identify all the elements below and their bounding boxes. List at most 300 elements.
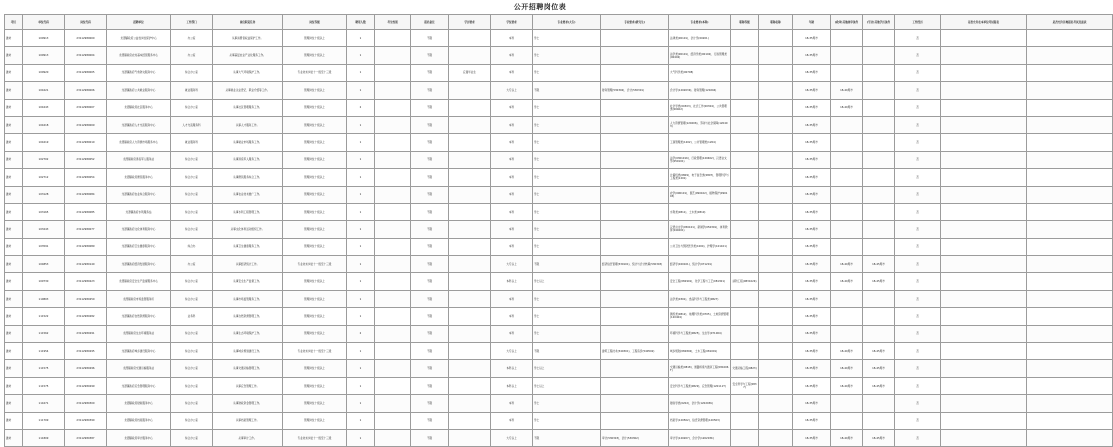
table-row[interactable]: [5, 343, 1113, 360]
table-cell[interactable]: [375, 256, 411, 273]
table-cell[interactable]: 潍坊: [5, 221, 23, 238]
table-cell[interactable]: 1: [347, 360, 375, 377]
table-cell[interactable]: 综合办公室: [171, 273, 213, 290]
table-cell[interactable]: 否: [895, 290, 941, 307]
table-cell[interactable]: 从事财政资金管理工作。: [213, 395, 283, 412]
table-cell[interactable]: [601, 47, 669, 64]
table-row[interactable]: [5, 377, 1113, 394]
table-cell[interactable]: [601, 30, 669, 47]
table-cell[interactable]: 测绘类(0812)、地理科学类(0705)、土地资源管理(120404): [669, 308, 731, 325]
table-cell[interactable]: 本科: [491, 99, 533, 116]
table-cell[interactable]: [375, 395, 411, 412]
table-cell[interactable]: 不限: [411, 82, 449, 99]
table-cell[interactable]: 不限: [533, 256, 601, 273]
table-cell[interactable]: [731, 325, 759, 342]
table-cell[interactable]: 18-35周岁: [793, 64, 831, 81]
table-cell[interactable]: 综合办公室: [171, 325, 213, 342]
table-cell[interactable]: 1: [347, 256, 375, 273]
table-cell[interactable]: 18-45周岁: [863, 429, 895, 446]
table-cell[interactable]: [863, 325, 895, 342]
table-cell[interactable]: 23112980291: [65, 325, 107, 342]
table-cell[interactable]: [831, 290, 863, 307]
table-cell[interactable]: 安全工程(082901)、化学工程与工艺(081301): [669, 273, 731, 290]
table-cell[interactable]: 管理岗位十级以上: [283, 221, 347, 238]
table-row[interactable]: [5, 256, 1113, 273]
table-cell[interactable]: 否: [895, 203, 941, 220]
table-cell[interactable]: [375, 203, 411, 220]
table-cell[interactable]: 龙潭镇政府生态环境服务站: [107, 325, 171, 342]
table-cell[interactable]: 专业技术岗位十一级至十三级: [283, 256, 347, 273]
table-cell[interactable]: [449, 82, 491, 99]
table-cell[interactable]: [601, 116, 669, 133]
table-cell[interactable]: 安全科学与工程类(0829)、应急管理(120111T): [669, 377, 731, 394]
table-cell[interactable]: 学士: [533, 325, 601, 342]
table-cell[interactable]: 103591: [23, 238, 65, 255]
table-cell[interactable]: [375, 221, 411, 238]
table-cell[interactable]: [941, 47, 1027, 64]
table-cell[interactable]: 18-35周岁: [793, 221, 831, 238]
table-cell[interactable]: [863, 395, 895, 412]
table-cell[interactable]: [601, 151, 669, 168]
table-cell[interactable]: 否: [895, 273, 941, 290]
table-cell[interactable]: [731, 30, 759, 47]
table-cell[interactable]: 学士: [533, 134, 601, 151]
table-cell[interactable]: 18-40周岁: [831, 377, 863, 394]
table-cell[interactable]: 不限: [411, 377, 449, 394]
table-cell[interactable]: 潍坊: [5, 30, 23, 47]
table-cell[interactable]: 从事文化体育活动组织工作。: [213, 221, 283, 238]
table-cell[interactable]: 办公室: [171, 47, 213, 64]
table-cell[interactable]: 否: [895, 64, 941, 81]
table-cell[interactable]: 18-35周岁: [793, 30, 831, 47]
table-cell[interactable]: [731, 290, 759, 307]
table-cell[interactable]: 审计学(120207)、会计学(120203K): [669, 429, 731, 446]
table-cell[interactable]: 综合办公室: [171, 99, 213, 116]
table-cell[interactable]: 学士: [533, 30, 601, 47]
table-cell[interactable]: 111671: [23, 395, 65, 412]
table-cell[interactable]: 本科以上: [491, 377, 533, 394]
table-cell[interactable]: 否: [895, 325, 941, 342]
table-cell[interactable]: 潍坊: [5, 82, 23, 99]
table-cell[interactable]: 不限: [411, 30, 449, 47]
table-cell[interactable]: [731, 221, 759, 238]
table-cell[interactable]: 不限: [411, 64, 449, 81]
table-cell[interactable]: 综合办公室: [171, 360, 213, 377]
table-cell[interactable]: 不限: [411, 221, 449, 238]
table-cell[interactable]: [941, 221, 1027, 238]
table-cell[interactable]: 学士: [533, 151, 601, 168]
table-cell[interactable]: 学士: [533, 99, 601, 116]
table-cell[interactable]: 就业服务科: [171, 82, 213, 99]
table-cell[interactable]: 本科: [491, 186, 533, 203]
table-cell[interactable]: [759, 116, 793, 133]
table-cell[interactable]: 管理岗位十级以上: [283, 308, 347, 325]
table-cell[interactable]: 23112980009: [65, 116, 107, 133]
table-cell[interactable]: 龙潭镇政府自然资源服务中心: [107, 308, 171, 325]
table-cell[interactable]: [831, 325, 863, 342]
table-cell[interactable]: [731, 47, 759, 64]
table-cell[interactable]: 1: [347, 273, 375, 290]
table-cell[interactable]: [601, 412, 669, 429]
table-cell[interactable]: 大专以上: [491, 256, 533, 273]
table-cell[interactable]: 1: [347, 395, 375, 412]
table-cell[interactable]: 交通运输工程(0823): [731, 360, 759, 377]
table-cell[interactable]: 审计(530303)、会计(530302): [601, 429, 669, 446]
table-cell[interactable]: 从事就业市场服务工作。: [213, 134, 283, 151]
table-row[interactable]: [5, 290, 1113, 307]
table-cell[interactable]: 龙潭镇政府公益性岗位保护中心: [107, 30, 171, 47]
table-cell[interactable]: 本科: [491, 30, 533, 47]
column-header[interactable]: 专业要求(大专): [533, 15, 601, 30]
table-cell[interactable]: 潍坊: [5, 429, 23, 446]
table-cell[interactable]: 管理岗位十级以上: [283, 290, 347, 307]
table-cell[interactable]: [601, 360, 669, 377]
table-cell[interactable]: 23112980295: [65, 343, 107, 360]
table-cell[interactable]: 1: [347, 343, 375, 360]
table-cell[interactable]: 消防工程(083102K): [731, 273, 759, 290]
table-row[interactable]: [5, 221, 1113, 238]
table-cell[interactable]: 学士以上: [533, 273, 601, 290]
table-cell[interactable]: 111562: [23, 325, 65, 342]
table-cell[interactable]: 本科: [491, 169, 533, 186]
table-cell[interactable]: [863, 203, 895, 220]
table-cell[interactable]: 18-35周岁: [793, 134, 831, 151]
table-cell[interactable]: 龙潭镇政府气象防灾服务中心: [107, 64, 171, 81]
table-cell[interactable]: [375, 116, 411, 133]
table-cell[interactable]: 否: [895, 412, 941, 429]
table-cell[interactable]: 1: [347, 30, 375, 47]
column-header[interactable]: 岗位等级: [283, 15, 347, 30]
table-cell[interactable]: 潍坊: [5, 360, 23, 377]
table-cell[interactable]: 103165: [23, 203, 65, 220]
column-header[interactable]: 学历要求: [449, 15, 491, 30]
table-cell[interactable]: 法律类(00101)、会计学(00201): [669, 30, 731, 47]
table-cell[interactable]: 从事消费者权益保护工作。: [213, 30, 283, 47]
table-cell[interactable]: [449, 377, 491, 394]
table-cell[interactable]: 1: [347, 151, 375, 168]
table-cell[interactable]: [941, 429, 1027, 446]
table-cell[interactable]: [731, 308, 759, 325]
table-cell[interactable]: [941, 290, 1027, 307]
table-cell[interactable]: 龙潭镇政府水利服务站: [107, 203, 171, 220]
table-cell[interactable]: [449, 30, 491, 47]
table-cell[interactable]: [863, 134, 895, 151]
table-cell[interactable]: 综合办公室: [171, 64, 213, 81]
table-cell[interactable]: 管理岗位十级以上: [283, 360, 347, 377]
table-cell[interactable]: 龙潭镇政府农村基本经营服务中心: [107, 47, 171, 64]
table-cell[interactable]: 建筑工程技术(540301)、工程造价(540502): [601, 343, 669, 360]
table-cell[interactable]: 111575: [23, 360, 65, 377]
table-cell[interactable]: [375, 30, 411, 47]
table-cell[interactable]: [759, 360, 793, 377]
table-row[interactable]: [5, 64, 1113, 81]
table-cell[interactable]: 101618: [23, 116, 65, 133]
column-header[interactable]: 岗位职责任务: [213, 15, 283, 30]
table-cell[interactable]: 不限: [411, 203, 449, 220]
table-row[interactable]: [5, 47, 1113, 64]
table-cell[interactable]: [449, 290, 491, 307]
table-cell[interactable]: [831, 169, 863, 186]
table-cell[interactable]: 龙潭镇政府农业综合服务中心: [107, 186, 171, 203]
table-cell[interactable]: [375, 169, 411, 186]
table-cell[interactable]: 综合办: [171, 238, 213, 255]
table-cell[interactable]: [449, 343, 491, 360]
table-cell[interactable]: [731, 82, 759, 99]
table-cell[interactable]: 2: [347, 99, 375, 116]
table-cell[interactable]: [601, 308, 669, 325]
table-cell[interactable]: [601, 134, 669, 151]
table-cell[interactable]: 龙潭镇政府人力资源市场服务中心: [107, 134, 171, 151]
column-header[interactable]: 考生性别: [375, 15, 411, 30]
table-cell[interactable]: [731, 203, 759, 220]
table-cell[interactable]: [1027, 47, 1113, 64]
table-cell[interactable]: 综合办公室: [171, 151, 213, 168]
table-cell[interactable]: 综合办公室: [171, 377, 213, 394]
table-cell[interactable]: [831, 221, 863, 238]
table-cell[interactable]: 1: [347, 308, 375, 325]
table-row[interactable]: [5, 99, 1113, 116]
table-cell[interactable]: [863, 290, 895, 307]
table-cell[interactable]: [759, 325, 793, 342]
table-row[interactable]: [5, 429, 1113, 446]
table-cell[interactable]: 23112980084: [65, 186, 107, 203]
table-cell[interactable]: 从事经济统计工作。: [213, 256, 283, 273]
table-cell[interactable]: [831, 30, 863, 47]
table-cell[interactable]: 管理岗位十级以上: [283, 151, 347, 168]
table-cell[interactable]: [759, 30, 793, 47]
table-cell[interactable]: 否: [895, 134, 941, 151]
table-cell[interactable]: 交通运输类(0818)、道路桥梁与渡河工程(081006T): [669, 360, 731, 377]
table-cell[interactable]: [831, 134, 863, 151]
table-cell[interactable]: [375, 325, 411, 342]
table-cell[interactable]: 18-35周岁: [793, 82, 831, 99]
table-cell[interactable]: 龙潭镇政府便民服务中心: [107, 169, 171, 186]
table-cell[interactable]: 不限: [411, 343, 449, 360]
table-cell[interactable]: 管理岗位十级以上: [283, 203, 347, 220]
table-cell[interactable]: [1027, 308, 1113, 325]
table-cell[interactable]: [941, 273, 1027, 290]
table-cell[interactable]: [941, 151, 1027, 168]
table-cell[interactable]: [601, 169, 669, 186]
table-cell[interactable]: 23112980010: [65, 134, 107, 151]
table-cell[interactable]: 102712: [23, 169, 65, 186]
table-cell[interactable]: [759, 169, 793, 186]
table-cell[interactable]: 潍坊: [5, 116, 23, 133]
table-cell[interactable]: 潍坊: [5, 99, 23, 116]
table-cell[interactable]: 23112980052: [65, 151, 107, 168]
table-cell[interactable]: 龙潭镇政府人才交流服务中心: [107, 116, 171, 133]
table-cell[interactable]: 大气科学类(00708): [669, 64, 731, 81]
table-cell[interactable]: 否: [895, 169, 941, 186]
table-cell[interactable]: [941, 308, 1027, 325]
table-cell[interactable]: [731, 238, 759, 255]
table-cell[interactable]: 1: [347, 412, 375, 429]
table-cell[interactable]: 23112980223: [65, 273, 107, 290]
table-cell[interactable]: [375, 343, 411, 360]
table-cell[interactable]: [731, 151, 759, 168]
table-cell[interactable]: 23112980089: [65, 238, 107, 255]
table-cell[interactable]: 综合办公室: [171, 203, 213, 220]
column-header[interactable]: (政审)其他政审条件: [831, 15, 863, 30]
table-row[interactable]: [5, 134, 1113, 151]
table-cell[interactable]: 潍坊: [5, 395, 23, 412]
table-cell[interactable]: 23112980387: [65, 429, 107, 446]
table-cell[interactable]: [375, 273, 411, 290]
table-cell[interactable]: [375, 47, 411, 64]
table-cell[interactable]: 18-35周岁: [793, 377, 831, 394]
table-cell[interactable]: [941, 186, 1027, 203]
table-cell[interactable]: 100913: [23, 30, 65, 47]
table-cell[interactable]: 不限: [411, 360, 449, 377]
table-cell[interactable]: 1: [347, 169, 375, 186]
table-cell[interactable]: [601, 325, 669, 342]
table-cell[interactable]: 否: [895, 377, 941, 394]
table-cell[interactable]: 潍坊: [5, 325, 23, 342]
table-cell[interactable]: 否: [895, 429, 941, 446]
table-cell[interactable]: [375, 64, 411, 81]
table-cell[interactable]: 龙潭镇政府财政服务中心: [107, 395, 171, 412]
table-cell[interactable]: [863, 412, 895, 429]
table-cell[interactable]: 23112980140: [65, 256, 107, 273]
table-cell[interactable]: [941, 99, 1027, 116]
table-cell[interactable]: 不限: [411, 325, 449, 342]
table-cell[interactable]: 111954: [23, 343, 65, 360]
table-cell[interactable]: [601, 290, 669, 307]
table-cell[interactable]: 否: [895, 99, 941, 116]
table-cell[interactable]: 学士: [533, 64, 601, 81]
table-cell[interactable]: 从事大气环境保护工作。: [213, 64, 283, 81]
table-cell[interactable]: 从事交通运输管理工作。: [213, 360, 283, 377]
table-cell[interactable]: 潍坊: [5, 308, 23, 325]
table-cell[interactable]: 不限: [411, 308, 449, 325]
table-cell[interactable]: 23112980077: [65, 221, 107, 238]
table-cell[interactable]: 否: [895, 308, 941, 325]
table-cell[interactable]: 学士: [533, 186, 601, 203]
table-cell[interactable]: 1: [347, 116, 375, 133]
table-cell[interactable]: [1027, 377, 1113, 394]
table-cell[interactable]: [831, 47, 863, 64]
table-cell[interactable]: [759, 151, 793, 168]
table-cell[interactable]: 大专以上: [491, 429, 533, 446]
table-cell[interactable]: [1027, 343, 1113, 360]
table-cell[interactable]: [831, 64, 863, 81]
table-cell[interactable]: 龙潭镇政府档案服务中心: [107, 412, 171, 429]
table-cell[interactable]: 1: [347, 82, 375, 99]
table-cell[interactable]: 23112980300: [65, 395, 107, 412]
table-cell[interactable]: 否: [895, 151, 941, 168]
table-cell[interactable]: 18-40周岁: [831, 82, 863, 99]
table-cell[interactable]: 18-35周岁: [793, 186, 831, 203]
table-cell[interactable]: [449, 273, 491, 290]
table-cell[interactable]: [731, 169, 759, 186]
column-header[interactable]: 学位要求: [491, 15, 533, 30]
table-cell[interactable]: 104853: [23, 256, 65, 273]
table-cell[interactable]: [863, 169, 895, 186]
table-cell[interactable]: 18-35周岁: [793, 238, 831, 255]
table-cell[interactable]: [941, 325, 1027, 342]
table-cell[interactable]: 潍坊: [5, 64, 23, 81]
column-header[interactable]: 工作部门: [171, 15, 213, 30]
table-cell[interactable]: 潍坊: [5, 186, 23, 203]
table-cell[interactable]: 18-40周岁: [831, 256, 863, 273]
table-cell[interactable]: [731, 116, 759, 133]
table-cell[interactable]: [941, 395, 1027, 412]
table-cell[interactable]: 潍坊: [5, 151, 23, 168]
table-cell[interactable]: 18-40周岁: [831, 273, 863, 290]
table-cell[interactable]: 本科以上: [491, 360, 533, 377]
table-cell[interactable]: [759, 47, 793, 64]
table-cell[interactable]: 学士: [533, 47, 601, 64]
table-cell[interactable]: [731, 186, 759, 203]
table-cell[interactable]: 否: [895, 360, 941, 377]
table-cell[interactable]: [449, 256, 491, 273]
table-cell[interactable]: 学士以上: [533, 377, 601, 394]
table-cell[interactable]: 本科: [491, 134, 533, 151]
table-cell[interactable]: 否: [895, 116, 941, 133]
table-cell[interactable]: [941, 377, 1027, 394]
table-cell[interactable]: 101621: [23, 82, 65, 99]
table-cell[interactable]: 100913: [23, 47, 65, 64]
table-cell[interactable]: 本科: [491, 47, 533, 64]
table-cell[interactable]: 本科以上: [491, 273, 533, 290]
table-cell[interactable]: 学士: [533, 308, 601, 325]
table-cell[interactable]: 管理岗位十级以上: [283, 395, 347, 412]
table-row[interactable]: [5, 116, 1113, 133]
table-cell[interactable]: 18-40周岁: [831, 360, 863, 377]
table-cell[interactable]: 否: [895, 256, 941, 273]
table-cell[interactable]: [831, 116, 863, 133]
table-cell[interactable]: [375, 82, 411, 99]
table-cell[interactable]: [941, 116, 1027, 133]
table-cell[interactable]: [759, 134, 793, 151]
table-cell[interactable]: [601, 273, 669, 290]
table-cell[interactable]: [941, 256, 1027, 273]
table-cell[interactable]: [831, 308, 863, 325]
table-cell[interactable]: 18-35周岁: [793, 360, 831, 377]
table-cell[interactable]: [941, 238, 1027, 255]
column-header[interactable]: 工作经历: [895, 15, 941, 30]
table-cell[interactable]: 否: [895, 343, 941, 360]
table-cell[interactable]: 否: [895, 395, 941, 412]
table-cell[interactable]: 103128: [23, 186, 65, 203]
table-cell[interactable]: [759, 64, 793, 81]
table-cell[interactable]: 从事就业失业登记、职业介绍等工作。: [213, 82, 283, 99]
table-cell[interactable]: [449, 169, 491, 186]
table-cell[interactable]: 潍坊: [5, 256, 23, 273]
table-cell[interactable]: [759, 203, 793, 220]
table-cell[interactable]: 本科: [491, 412, 533, 429]
table-cell[interactable]: 管理岗位十级以上: [283, 47, 347, 64]
table-cell[interactable]: [1027, 221, 1113, 238]
table-cell[interactable]: [759, 308, 793, 325]
table-cell[interactable]: [449, 325, 491, 342]
table-cell[interactable]: 101619: [23, 134, 65, 151]
table-row[interactable]: [5, 82, 1113, 99]
table-cell[interactable]: 18-35周岁: [793, 429, 831, 446]
table-cell[interactable]: [759, 82, 793, 99]
table-cell[interactable]: 1: [347, 64, 375, 81]
table-cell[interactable]: [863, 47, 895, 64]
table-cell[interactable]: 潍坊: [5, 134, 23, 151]
table-cell[interactable]: [941, 134, 1027, 151]
table-cell[interactable]: [863, 221, 895, 238]
table-cell[interactable]: [831, 203, 863, 220]
column-header[interactable]: 是否允许在本单位考试报名: [941, 15, 1027, 30]
table-cell[interactable]: [941, 203, 1027, 220]
table-cell[interactable]: [449, 221, 491, 238]
table-cell[interactable]: [863, 151, 895, 168]
table-cell[interactable]: [1027, 429, 1113, 446]
